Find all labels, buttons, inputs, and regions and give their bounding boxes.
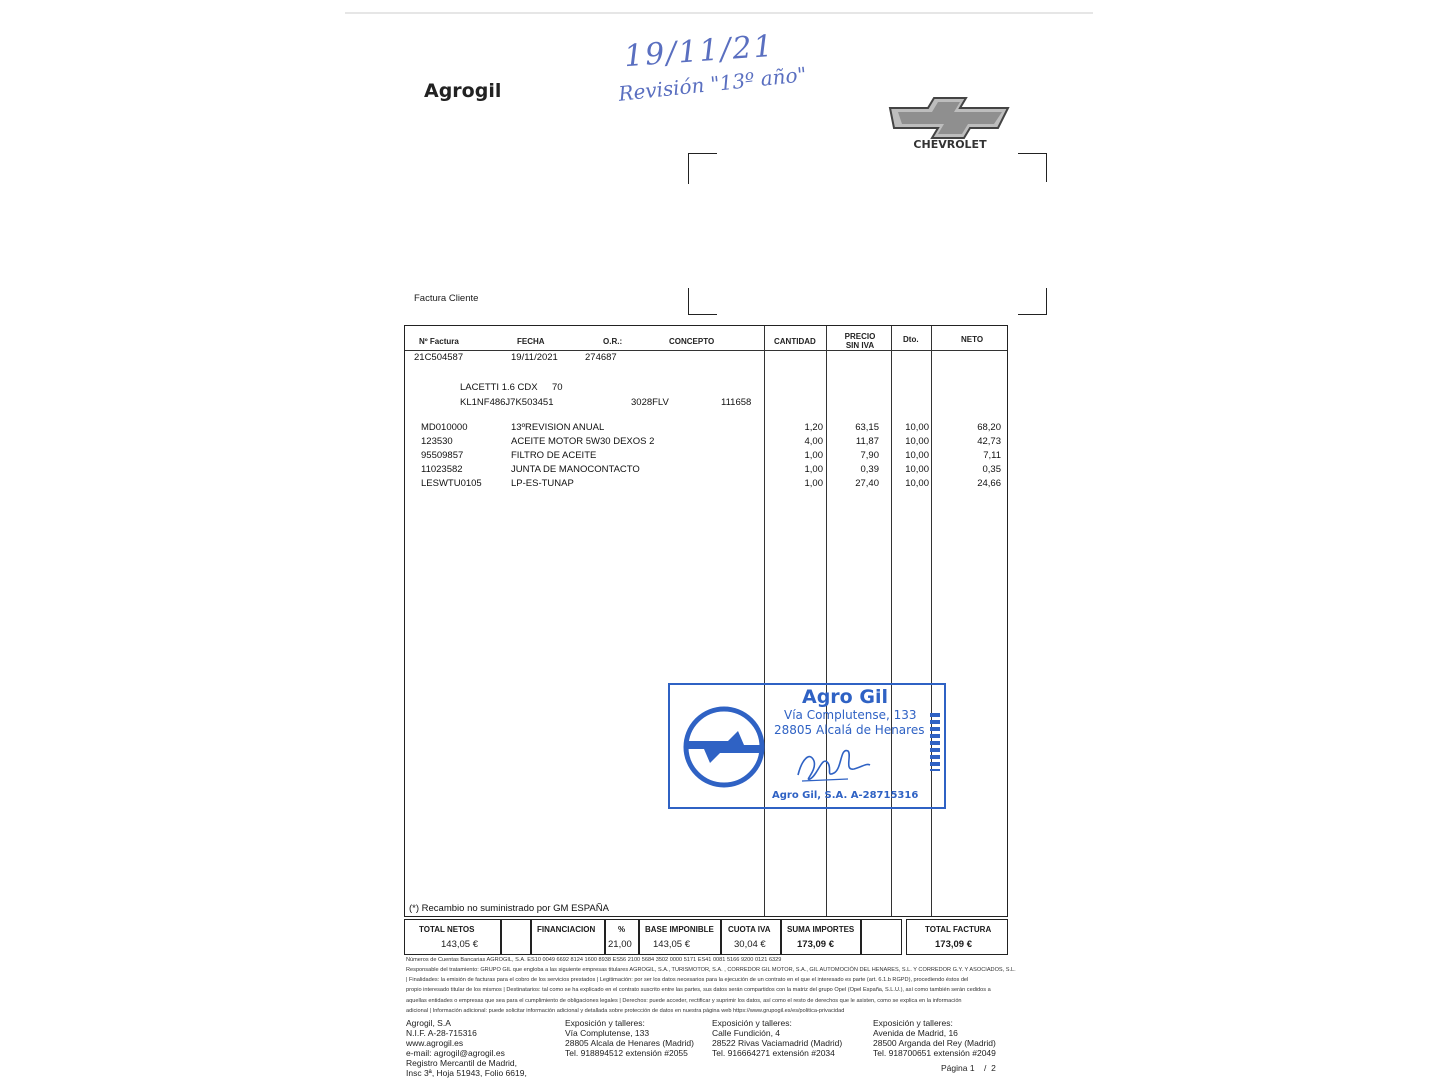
col-header-fecha: FECHA <box>517 337 545 346</box>
chevrolet-logo <box>888 96 1012 152</box>
totals-base-box <box>638 919 722 955</box>
line-item-discount: 10,00 <box>905 450 929 461</box>
line-item-quantity: 1,00 <box>804 464 823 475</box>
line-item-discount: 10,00 <box>905 478 929 489</box>
total-netos-label: TOTAL NETOS <box>419 925 475 934</box>
col-divider <box>891 326 892 916</box>
totals-suma-box <box>780 919 862 955</box>
footnote: (*) Recambio no suministrado por GM ESPAÑA <box>409 903 609 914</box>
line-item-description: 13ºREVISION ANUAL <box>511 422 605 433</box>
company-stamp <box>668 683 946 809</box>
line-item-quantity: 4,00 <box>804 436 823 447</box>
opel-logo-icon <box>678 701 770 793</box>
vehicle-vin: KL1NF486J7K503451 <box>460 397 554 408</box>
address-bracket-br <box>1018 288 1047 315</box>
footer-site-alcala: Exposición y talleres: Vía Complutense, 133 28805 Alcala de Henares (Madrid) Tel. 918894512 extensión #2055 <box>565 1018 694 1058</box>
cuota-value: 30,04 € <box>734 939 766 950</box>
suma-label: SUMA IMPORTES <box>787 925 855 934</box>
line-item-code: 11023582 <box>421 464 463 475</box>
address-bracket-tr <box>1018 153 1047 182</box>
line-item-description: ACEITE MOTOR 5W30 DEXOS 2 <box>511 436 655 447</box>
totals-financiacion-box <box>530 919 606 955</box>
base-value: 143,05 € <box>653 939 690 950</box>
handwritten-note: Revisión "13º año" <box>617 62 808 106</box>
line-item-description: JUNTA DE MANOCONTACTO <box>511 464 640 475</box>
line-item-discount: 10,00 <box>905 422 929 433</box>
col-divider <box>764 326 765 916</box>
line-item-price: 0,39 <box>860 464 879 475</box>
legal-line: aquellas entidades o empresas que sea para el cumplimiento de obligaciones legales | Derechos: puede acceder, rectificar y suprimir los datos, así como el resto de derechos que le asisten, como se explica en la información <box>406 997 962 1004</box>
stamp-edge-mark <box>930 713 940 771</box>
total-netos-value: 143,05 € <box>441 939 478 950</box>
total-factura-value: 173,09 € <box>935 939 972 950</box>
line-item-discount: 10,00 <box>905 464 929 475</box>
stamp-company-cif: Agro Gil, S.A. A-28715316 <box>772 790 919 801</box>
col-header-numero: Nº Factura <box>419 337 459 346</box>
line-item-price: 63,15 <box>855 422 879 433</box>
totals-netos-box <box>404 919 502 955</box>
repair-order: 274687 <box>585 352 617 363</box>
footer-company: Agrogil, S.A N.I.F. A-28-715316 www.agrogil.es e-mail: agrogil@agrogil.es Registro Mercantil de Madrid, Insc 3ª, Hoja 51943, Folio 6619, <box>406 1018 527 1078</box>
bank-accounts: Números de Cuentas Bancarias AGROGIL, S.A. ES10 0049 6692 8124 1600 8938 ES56 2100 5684 3502 0000 5171 ES41 0081 5166 9200 0121 6329 <box>406 957 782 963</box>
base-label: BASE IMPONIBLE <box>645 925 714 934</box>
totals-pct-box <box>604 919 640 955</box>
col-header-concepto: CONCEPTO <box>669 337 715 346</box>
scan-edge-line <box>345 12 1093 14</box>
cuota-label: CUOTA IVA <box>728 925 771 934</box>
pct-value: 21,00 <box>608 939 632 950</box>
col-divider <box>826 326 827 916</box>
line-item-code: LESWTU0105 <box>421 478 482 489</box>
chevrolet-logo-text: CHEVROLET <box>913 138 987 151</box>
footer-site-arganda: Exposición y talleres: Avenida de Madrid, 16 28500 Arganda del Rey (Madrid) Tel. 918700651 extensión #2049 <box>873 1018 996 1058</box>
line-item-price: 7,90 <box>860 450 879 461</box>
legal-line: adicional | Información adicional: puede solicitar información adicional y detallada sobre protección de datos en nuestra página web https://www.grupogil.es/es/politica-privacidad <box>406 1007 845 1014</box>
col-header-cantidad: CANTIDAD <box>774 337 816 346</box>
line-item-price: 11,87 <box>855 436 879 447</box>
handwritten-date: 19/11/21 <box>622 28 776 75</box>
line-item-quantity: 1,00 <box>804 478 823 489</box>
invoice-table <box>404 325 1008 917</box>
address-bracket-bl <box>688 288 717 315</box>
line-item-net: 42,73 <box>977 436 1001 447</box>
address-bracket-tl <box>688 153 717 184</box>
pct-label: % <box>618 925 626 934</box>
col-header-neto: NETO <box>961 335 984 344</box>
page-number: Página 1 / 2 <box>941 1063 996 1073</box>
total-factura-label: TOTAL FACTURA <box>925 925 992 934</box>
legal-line: | Finalidades: la emisión de facturas para el cobro de los servicios prestados | Legitimación: por ser los datos necesarios para la ejecución de un contrato en el que el interesado es parte (art. 6.1.b RGPD), procediendo éstos del <box>406 977 969 984</box>
line-item-code: 123530 <box>421 436 453 447</box>
header-separator <box>405 350 1007 351</box>
col-header-or: O.R.: <box>603 337 623 346</box>
stamp-title: Agro Gil <box>802 686 888 708</box>
document-type: Factura Cliente <box>414 293 479 304</box>
invoice-number: 21C504587 <box>414 352 464 363</box>
vehicle-model-code: 70 <box>552 382 563 393</box>
line-item-description: LP-ES-TUNAP <box>511 478 574 489</box>
footer-site-rivas: Exposición y talleres: Calle Fundición, 4 28522 Rivas Vaciamadrid (Madrid) Tel. 916664271 extensión #2034 <box>712 1018 843 1058</box>
vehicle-model: LACETTI 1.6 CDX <box>460 382 538 393</box>
stamp-address-1: Vía Complutense, 133 <box>784 708 917 722</box>
line-item-net: 68,20 <box>977 422 1001 433</box>
line-item-net: 7,11 <box>983 450 1001 461</box>
line-item-net: 0,35 <box>982 464 1001 475</box>
legal-line: propio interesado titular de los mismos | Destinatarios: tal como se ha explicado en el contrato suscrito entre las partes, sus datos serán compartidos con la matriz del grupo Opel (Opel España, S.L.U.), así como también serán cedidos a <box>406 987 991 994</box>
col-header-precio: PRECIO SIN IVA <box>844 332 876 350</box>
vehicle-plate: 3028FLV <box>631 397 669 408</box>
line-item-net: 24,66 <box>977 478 1001 489</box>
totals-blank-box <box>500 919 532 955</box>
line-item-code: MD010000 <box>421 422 468 433</box>
line-item-discount: 10,00 <box>905 436 929 447</box>
line-item-price: 27,40 <box>855 478 879 489</box>
invoice-date: 19/11/2021 <box>511 352 558 363</box>
col-divider <box>931 326 932 916</box>
suma-value: 173,09 € <box>797 939 834 950</box>
financiacion-label: FINANCIACION <box>537 925 596 934</box>
line-item-code: 95509857 <box>421 450 464 461</box>
stamp-address-2: 28805 Alcalá de Henares <box>774 723 925 737</box>
line-item-description: FILTRO DE ACEITE <box>511 450 597 461</box>
legal-line: Responsable del tratamiento: GRUPO GIL que engloba a las siguiente empresas titulares AGROGIL, S.A., TURISMOTOR, S.A. , CORREDOR GIL MOTOR, S.A., GIL AUTOMOCIÓN DEL HENARES, S.L. Y CORREDOR G.Y. Y ASOCIADOS, S.L. <box>406 967 1016 973</box>
totals-cuota-box <box>720 919 782 955</box>
signature-icon <box>792 741 872 787</box>
col-header-dto: Dto. <box>903 335 919 344</box>
totals-blank-box-2 <box>860 919 902 955</box>
company-name: Agrogil <box>424 80 502 102</box>
line-item-quantity: 1,00 <box>804 450 823 461</box>
totals-total-box <box>906 919 1008 955</box>
vehicle-km: 111658 <box>721 397 752 408</box>
line-item-quantity: 1,20 <box>804 422 823 433</box>
